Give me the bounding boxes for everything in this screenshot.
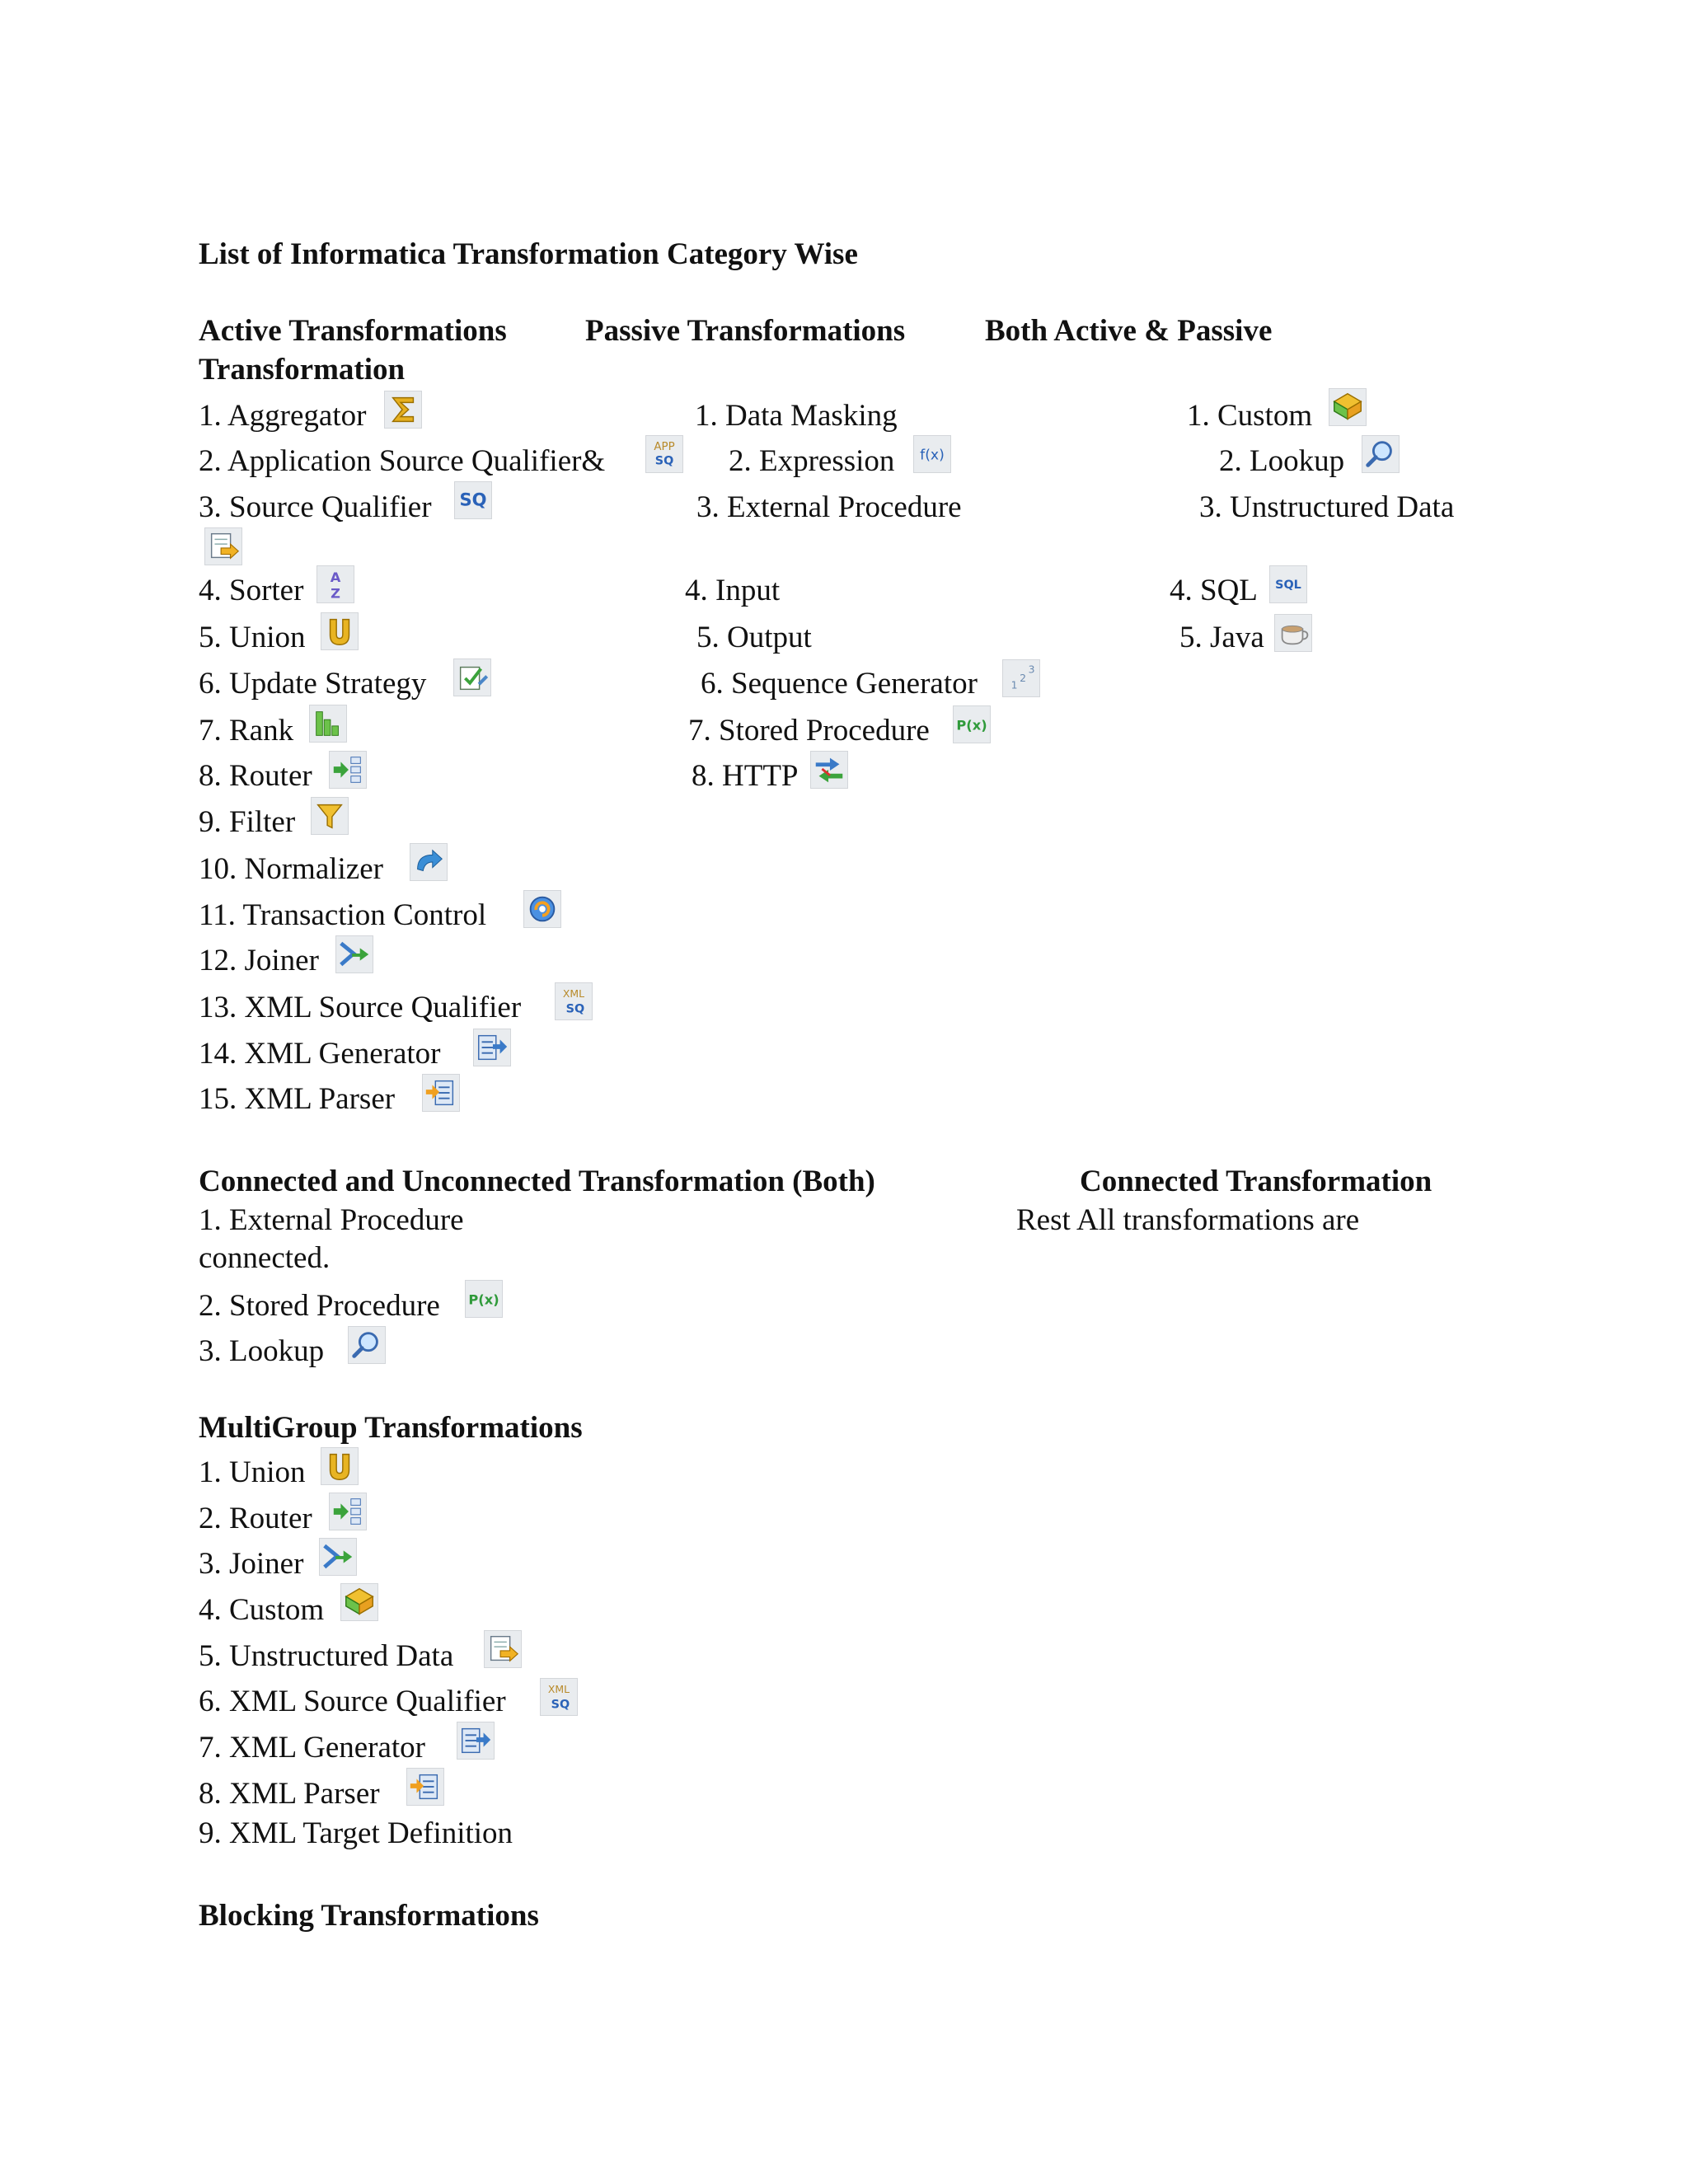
conn-item: 1. External Procedure [199, 1203, 464, 1237]
active-item: 14. XML Generator [199, 1037, 441, 1071]
multi-item: 9. XML Target Definition [199, 1816, 513, 1850]
aggregator-icon [384, 391, 422, 429]
expression-icon [913, 435, 951, 473]
both-item: 3. Unstructured Data [1199, 490, 1455, 524]
seq-icon-3: 3 [1028, 663, 1035, 676]
custom-icon [340, 1583, 378, 1621]
stored-procedure-icon [465, 1280, 503, 1318]
passive-item: 7. Stored Procedure [688, 714, 930, 748]
sorter-icon-z: Z [331, 585, 340, 602]
active-item: 3. Source Qualifier [199, 490, 432, 524]
multi-item: 3. Joiner [199, 1547, 304, 1581]
connected-unconnected-heading: Connected and Unconnected Transformation (Both) [199, 1165, 875, 1198]
multi-item: 8. XML Parser [199, 1777, 380, 1811]
active-item: 11. Transaction Control [199, 898, 487, 932]
conn-item: 2. Stored Procedure [199, 1289, 440, 1323]
union-icon [321, 612, 359, 650]
sql-icon [1269, 565, 1307, 603]
seq-icon-1: 1 [1010, 678, 1018, 691]
heading-active: Active Transformations [199, 314, 507, 348]
xml-generator-icon [473, 1029, 511, 1066]
custom-icon [1329, 388, 1367, 426]
unstructured-data-icon [484, 1630, 522, 1668]
active-item: 13. XML Source Qualifier [199, 991, 522, 1024]
connected-heading: Connected Transformation [1080, 1165, 1432, 1198]
xml-sq-icon-top: XML [547, 1683, 570, 1696]
active-item: 4. Sorter [199, 574, 304, 607]
blocking-heading: Blocking Transformations [199, 1899, 539, 1933]
multi-item: 4. Custom [199, 1593, 325, 1627]
http-icon [810, 751, 848, 789]
router-icon [329, 751, 367, 789]
sequence-generator-icon [1002, 659, 1040, 697]
multi-item: 5. Unstructured Data [199, 1639, 454, 1673]
active-item: 8. Router [199, 759, 312, 793]
active-item: 10. Normalizer [199, 852, 383, 886]
passive-item: 8. HTTP [692, 759, 799, 793]
heading-both-wrap: Transformation [199, 353, 406, 387]
heading-passive: Passive Transformations [585, 314, 906, 348]
app-sq-icon [645, 435, 683, 473]
lookup-icon [348, 1326, 386, 1364]
stored-proc-icon-text: P(x) [956, 717, 987, 733]
passive-item: 5. Output [696, 621, 812, 654]
both-item: 5. Java [1179, 621, 1264, 654]
multi-item: 1. Union [199, 1455, 306, 1489]
joiner-icon [335, 935, 373, 973]
active-item: 6. Update Strategy [199, 667, 427, 701]
conn-note-wrap: connected. [199, 1241, 331, 1275]
sorter-icon-a: A [330, 569, 341, 586]
sq-icon-text: SQ [459, 489, 487, 510]
xml-generator-icon [457, 1722, 495, 1760]
xml-parser-icon [422, 1074, 460, 1112]
rank-icon [309, 705, 347, 743]
both-item: 2. Lookup [1219, 444, 1345, 478]
lookup-icon [1362, 435, 1400, 473]
seq-icon-2: 2 [1020, 671, 1026, 684]
update-strategy-icon [453, 658, 491, 696]
stored-procedure-icon [953, 705, 991, 743]
expression-icon-text: f(x) [920, 447, 945, 464]
active-item: 1. Aggregator [199, 399, 367, 433]
active-item: 2. Application Source Qualifier& [199, 444, 606, 478]
heading-both: Both Active & Passive [985, 314, 1273, 348]
normalizer-icon [410, 843, 448, 881]
app-sq-icon-bottom: SQ [654, 454, 674, 468]
xml-parser-icon [406, 1768, 444, 1806]
xml-sq-icon-bottom: SQ [565, 1002, 585, 1016]
multi-item: 7. XML Generator [199, 1731, 426, 1765]
transaction-control-icon [523, 890, 561, 928]
xml-sq-icon-bottom: SQ [551, 1698, 570, 1712]
active-item: 15. XML Parser [199, 1082, 396, 1116]
active-item: 12. Joiner [199, 944, 319, 977]
multigroup-heading: MultiGroup Transformations [199, 1411, 583, 1445]
passive-item: 4. Input [685, 574, 781, 607]
passive-item: 6. Sequence Generator [701, 667, 978, 701]
multi-item: 2. Router [199, 1502, 312, 1535]
joiner-icon [319, 1538, 357, 1576]
sql-icon-text: SQL [1275, 578, 1301, 592]
active-item: 5. Union [199, 621, 306, 654]
unstructured-data-icon [204, 527, 242, 565]
xml-sq-icon-top: XML [562, 987, 585, 1001]
java-icon [1274, 614, 1312, 652]
passive-item: 1. Data Masking [695, 399, 898, 433]
both-item: 4. SQL [1170, 574, 1258, 607]
union-icon [321, 1447, 359, 1485]
conn-note: Rest All transformations are [1016, 1203, 1360, 1237]
xml-sq-icon [540, 1678, 578, 1716]
stored-proc-icon-text: P(x) [468, 1291, 499, 1308]
router-icon [329, 1493, 367, 1530]
passive-item: 2. Expression [729, 444, 895, 478]
app-sq-icon-top: APP [654, 441, 675, 454]
filter-icon [311, 797, 349, 835]
multi-item: 6. XML Source Qualifier [199, 1685, 506, 1718]
both-item: 1. Custom [1187, 399, 1313, 433]
xml-sq-icon [555, 982, 593, 1020]
page-title: List of Informatica Transformation Category Wise [199, 237, 858, 271]
active-item: 7. Rank [199, 714, 294, 748]
sorter-icon [316, 565, 354, 603]
active-item: 9. Filter [199, 805, 296, 839]
passive-item: 3. External Procedure [696, 490, 962, 524]
conn-item: 3. Lookup [199, 1334, 325, 1368]
source-qualifier-icon [454, 481, 492, 519]
